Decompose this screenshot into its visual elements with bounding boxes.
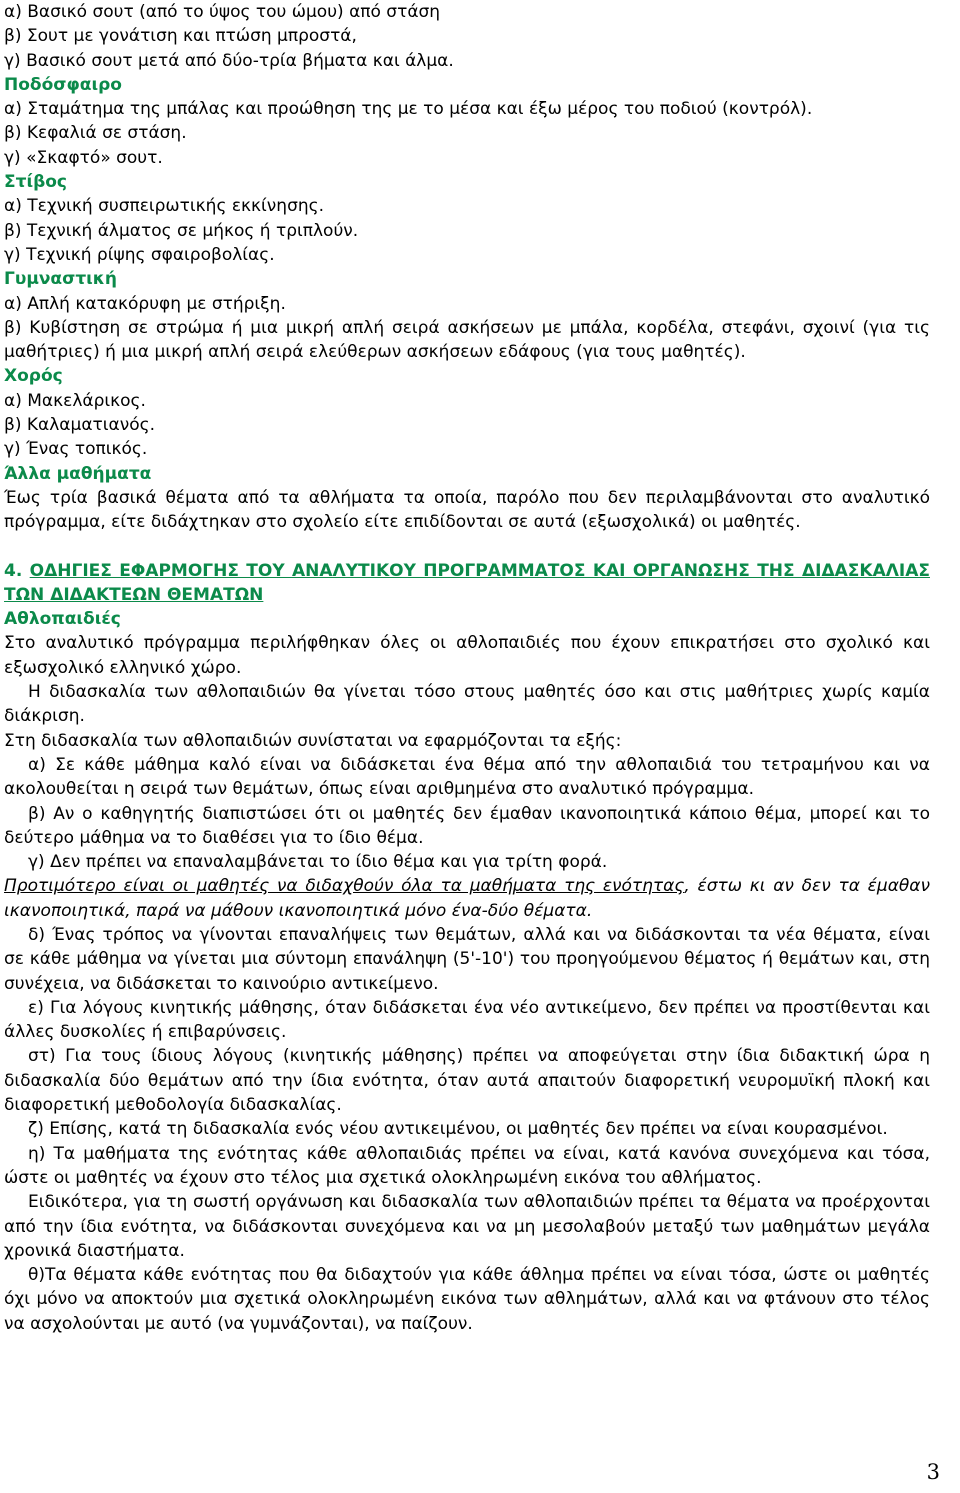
text-line: γ) Τεχνική ρίψης σφαιροβολίας. bbox=[4, 244, 275, 265]
paragraph: ζ) Επίσης, κατά τη διδασκαλία ενός νέου αντικειμένου, οι μαθητές δεν πρέπει να είναι κουρασμένοι. bbox=[28, 1119, 888, 1140]
heading-football: Ποδόσφαιρο bbox=[4, 74, 122, 95]
text-line: γ) «Σκαφτό» σουτ. bbox=[4, 147, 163, 168]
section-title: ΟΔΗΓΙΕΣ ΕΦΑΡΜΟΓΗΣ ΤΟΥ ΑΝΑΛΥΤΙΚΟΥ ΠΡΟΓΡΑΜΜΑΤΟΣ ΚΑΙ ΟΡΓΑΝΩΣΗΣ ΤΗΣ ΔΙΔΑΣΚΑΛΙΑΣ ΤΩΝ ΔΙΔΑΚΤΕΩΝ ΘΕΜΑΤΩΝ bbox=[4, 560, 930, 605]
paragraph: β) Αν ο καθηγητής διαπιστώσει ότι οι μαθητές δεν έμαθαν ικανοποιητικά κάποιο θέμα, μπορεί και το δεύτερο μάθημα να το διαθέσει για το ίδιο θέμα. bbox=[4, 803, 930, 848]
paragraph: η) Τα μαθήματα της ενότητας κάθε αθλοπαιδιάς πρέπει να είναι, κατά κανόνα συνεχόμενα και τόσα, ώστε οι μαθητές να έχουν στο τέλος μια σχετικά ολοκληρωμένη εικόνα του αθλήματος. bbox=[4, 1143, 930, 1188]
heading-dance: Χορός bbox=[4, 366, 63, 387]
text-line: α) Απλή κατακόρυφη με στήριξη. bbox=[4, 293, 286, 314]
italic-note bbox=[4, 874, 930, 923]
paragraph: Στο αναλυτικό πρόγραμμα περιλήφθηκαν όλες οι αθλοπαιδιές που έχουν επικρατήσει στο σχολικό και εξωσχολικό ελληνικό χώρο. bbox=[4, 633, 930, 678]
page-number: 3 bbox=[926, 1460, 940, 1484]
paragraph: γ) Δεν πρέπει να επαναλαμβάνεται το ίδιο θέμα και για τρίτη φορά. bbox=[28, 852, 608, 873]
text-line: β) Κεφαλιά σε στάση. bbox=[4, 123, 187, 144]
document-body bbox=[4, 0, 930, 1336]
paragraph: στ) Για τους ίδιους λόγους (κινητικής μάθησης) πρέπει να αποφεύγεται στην ίδια διδακτική ώρα η διδασκαλία δύο θεμάτων από την ίδια ενότητα, όταν αυτά απαιτούν διαφορετική νευρομυϊκή πλοκή και διαφορετική μεθοδολογία διδασκαλίας. bbox=[4, 1046, 930, 1116]
paragraph: Η διδασκαλία των αθλοπαιδιών θα γίνεται τόσο στους μαθητές όσο και στις μαθήτριες χωρίς καμία διάκριση. bbox=[4, 682, 930, 727]
section-heading bbox=[4, 559, 930, 608]
text-line: α) Βασικό σουτ (από το ύψος του ώμου) από στάση bbox=[4, 2, 441, 22]
heading-team-sports: Αθλοπαιδιές bbox=[4, 609, 121, 630]
paragraph: Έως τρία βασικά θέματα από τα αθλήματα τα οποία, παρόλο που δεν περιλαμβάνονται στο αναλυτικό πρόγραμμα, είτε διδάχτηκαν στο σχολείο είτε επιδίδονται σε αυτά (εξωσχολικά) οι μαθητές. bbox=[4, 487, 930, 533]
paragraph: θ)Τα θέματα κάθε ενότητας που θα διδαχτούν για κάθε άθλημα πρέπει να είναι τόσα, ώστε οι μαθητές όχι μόνο να αποκτούν μια σχετικά ολοκληρωμένη εικόνα των αθλημάτων, αλλά και να φτάνουν στο τέλος να ασχολούνται με αυτό (να γυμνάζονται), να παίζουν. bbox=[4, 1265, 930, 1334]
paragraph: Στη διδασκαλία των αθλοπαιδιών συνίσταται να εφαρμόζονται τα εξής: bbox=[4, 730, 622, 751]
text-line: γ) Ένας τοπικός. bbox=[4, 439, 148, 460]
heading-other-sports: Άλλα μαθήματα bbox=[4, 463, 152, 484]
italic-text: , έστω κι αν δεν τα έμαθαν ικανοποιητικά, παρά να μάθουν ικανοποιητικά μόνο ένα-δύο θέματα. bbox=[4, 876, 930, 921]
text-line: α) Σταμάτημα της μπάλας και προώθηση της με το μέσα και έξω μέρος του ποδιού (κοντρόλ). bbox=[4, 99, 813, 120]
paragraph: α) Σε κάθε μάθημα καλό είναι να διδάσκεται ένα θέμα από την αθλοπαιδιά του τετραμήνου και να ακολουθείται η σειρά των θεμάτων, όπως είναι αριθμημένα στο αναλυτικό πρόγραμμα. bbox=[4, 754, 930, 800]
text-line: α) Μακελάρικος. bbox=[4, 390, 146, 411]
text-line: β) Καλαματιανός. bbox=[4, 415, 155, 436]
text-line: γ) Βασικό σουτ μετά από δύο-τρία βήματα και άλμα. bbox=[4, 50, 454, 71]
text-line: β) Σουτ με γονάτιση και πτώση μπροστά, bbox=[4, 26, 357, 47]
paragraph: ε) Για λόγους κινητικής μάθησης, όταν διδάσκεται ένα νέο αντικείμενο, δεν πρέπει να προστίθενται και άλλες δυσκολίες ή επιβαρύνσεις. bbox=[4, 997, 930, 1043]
paragraph: δ) Ένας τρόπος να γίνονται επαναλήψεις των θεμάτων, αλλά και να διδάσκονται τα νέα θέματα, είναι σε κάθε μάθημα να γίνεται μια σύντομη επανάληψη (5'-10') του προηγούμενου θέματος ή θεμάτων και, στη συνέχεια, να διδάσκεται το καινούριο αντικείμενο. bbox=[4, 924, 930, 994]
paragraph: Ειδικότερα, για τη σωστή οργάνωση και διδασκαλία των αθλοπαιδιών πρέπει τα θέματα να προέρχονται από την ίδια ενότητα, να διδάσκονται συνεχόμενα και να μη μεσολαβούν μεταξύ των μαθημάτων μεγάλα χρονικά διαστήματα. bbox=[4, 1192, 930, 1261]
text-line: β) Τεχνική άλματος σε μήκος ή τριπλούν. bbox=[4, 220, 359, 241]
italic-underlined-text: Προτιμότερο είναι οι μαθητές να διδαχθούν όλα τα μαθήματα της ενότητας bbox=[4, 876, 685, 897]
section-number: 4. bbox=[4, 560, 23, 581]
paragraph: β) Κυβίστηση σε στρώμα ή μια μικρή απλή σειρά ασκήσεων με μπάλα, κορδέλα, στεφάνι, σχοινί (για τις μαθήτριες) ή μια μικρή απλή σειρά ελεύθερων ασκήσεων εδάφους (για τους μαθητές). bbox=[4, 317, 930, 363]
heading-track: Στίβος bbox=[4, 172, 68, 193]
text-line: α) Τεχνική συσπειρωτικής εκκίνησης. bbox=[4, 196, 325, 217]
heading-gymnastics: Γυμναστική bbox=[4, 269, 117, 290]
